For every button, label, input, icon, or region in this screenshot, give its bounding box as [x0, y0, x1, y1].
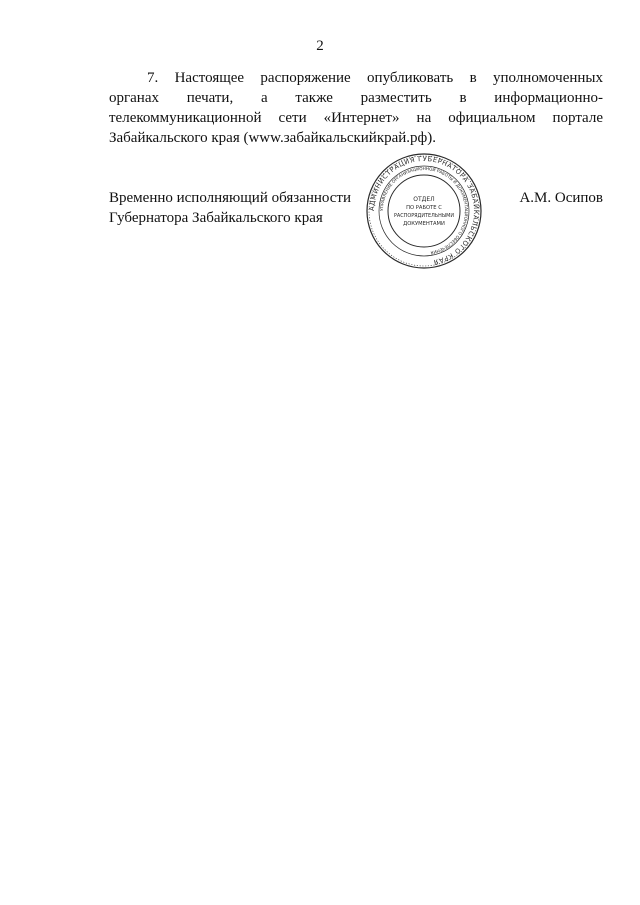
seal-center-line: ПО РАБОТЕ С	[406, 205, 442, 211]
signer-name: А.М. Осипов	[519, 190, 603, 206]
page-number: 2	[316, 38, 324, 54]
seal-outer-text: АДМИНИСТРАЦИЯ ГУБЕРНАТОРА ЗАБАЙКАЛЬСКОГО КРАЯ	[367, 154, 481, 267]
seal-inner-ring-text: УПРАВЛЕНИЕ ОРГАНИЗАЦИОННОЙ РАБОТЫ И ДОКУМЕНТАЦИОННОГО ОБЕСПЕЧЕНИЯ	[378, 165, 470, 256]
paragraph-line: Забайкальского края (www.забайкальскийкрай.рф).	[109, 130, 437, 146]
seal-center-line: РАСПОРЯДИТЕЛЬНЫМИ	[393, 213, 455, 219]
paragraph-line: органах печати, а также разместить в информационно-	[109, 90, 603, 106]
paragraph-line: 7. Настоящее распоряжение опубликовать в уполномоченных	[147, 70, 603, 86]
official-seal-stamp	[365, 152, 483, 270]
paragraph-7	[109, 68, 603, 148]
seal-center-line: ОТДЕЛ	[413, 196, 435, 203]
signer-position-line: Губернатора Забайкальского края	[109, 210, 323, 226]
seal-center-line: ДОКУМЕНТАМИ	[403, 221, 445, 227]
signature-position	[109, 188, 351, 228]
paragraph-line: телекоммуникационной сети «Интернет» на официальном портале	[109, 110, 603, 126]
signer-position-line: Временно исполняющий обязанности	[109, 190, 352, 206]
